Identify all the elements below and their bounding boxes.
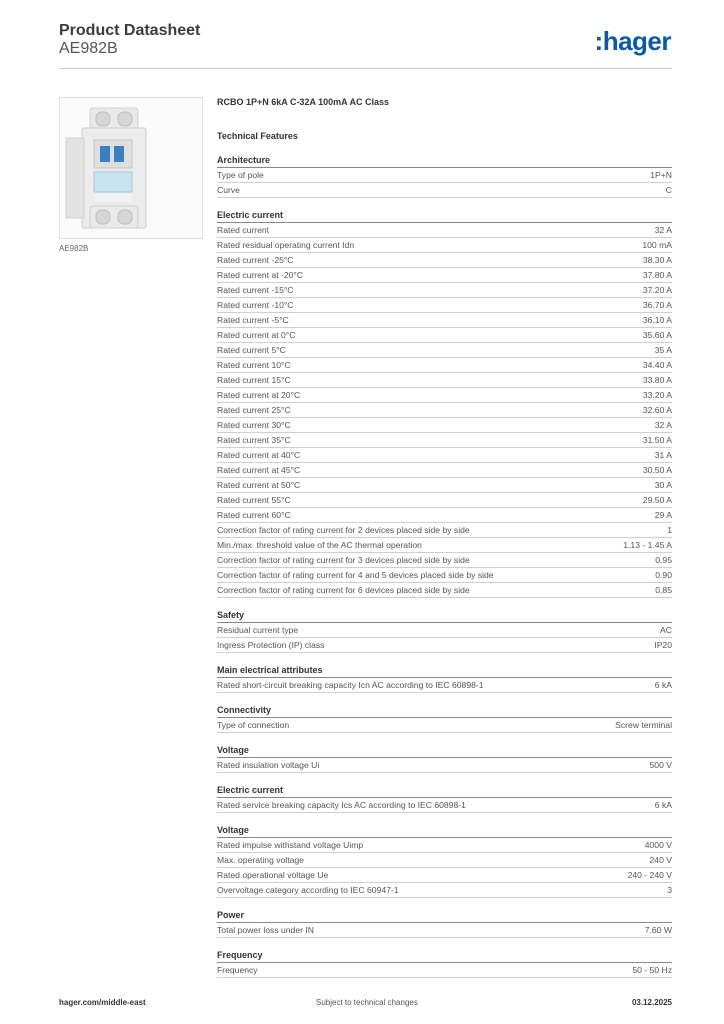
feature-section [217, 744, 672, 773]
footer-website: hager.com/middle-east [59, 998, 146, 1007]
spec-label: Rated insulation voltage Ui [217, 760, 320, 770]
spec-value: 500 V [649, 760, 672, 770]
spec-row [217, 678, 672, 693]
spec-row [217, 538, 672, 553]
spec-row [217, 238, 672, 253]
spec-label: Rated current -5°C [217, 315, 289, 325]
product-name: RCBO 1P+N 6kA C-32A 100mA AC Class [217, 97, 389, 107]
spec-label: Rated current at 50°C [217, 480, 301, 490]
spec-label: Rated current -15°C [217, 285, 294, 295]
spec-row [217, 923, 672, 938]
section-title: Electric current [217, 209, 672, 223]
spec-label: Frequency [217, 965, 258, 975]
spec-label: Ingress Protection (IP) class [217, 640, 325, 650]
feature-section [217, 949, 672, 978]
spec-value: 36.70 A [642, 300, 672, 310]
spec-label: Rated short-circuit breaking capacity Icn AC according to IEC 60898-1 [217, 680, 484, 690]
spec-label: Rated current 60°C [217, 510, 291, 520]
spec-row [217, 508, 672, 523]
spec-label: Overvoltage category according to IEC 60947-1 [217, 885, 399, 895]
spec-label: Correction factor of rating current for 3 devices placed side by side [217, 555, 470, 565]
spec-label: Rated current at -20°C [217, 270, 304, 280]
spec-row [217, 343, 672, 358]
spec-row [217, 623, 672, 638]
spec-row [217, 868, 672, 883]
section-title: Voltage [217, 744, 672, 758]
spec-value: 100 mA [642, 240, 672, 250]
spec-row [217, 463, 672, 478]
spec-label: Rated current 10°C [217, 360, 291, 370]
spec-row [217, 403, 672, 418]
spec-label: Rated operational voltage Ue [217, 870, 329, 880]
spec-row [217, 433, 672, 448]
spec-value: IP20 [654, 640, 672, 650]
spec-row [217, 283, 672, 298]
product-image [59, 97, 203, 239]
spec-value: 31 A [654, 450, 672, 460]
spec-row [217, 838, 672, 853]
spec-row [217, 553, 672, 568]
spec-row [217, 328, 672, 343]
spec-label: Rated current 5°C [217, 345, 286, 355]
spec-label: Correction factor of rating current for 2 devices placed side by side [217, 525, 470, 535]
feature-section [217, 664, 672, 693]
spec-row [217, 638, 672, 653]
spec-value: 240 V [649, 855, 672, 865]
spec-row [217, 583, 672, 598]
spec-value: 38.30 A [642, 255, 672, 265]
spec-label: Rated current 30°C [217, 420, 291, 430]
feature-section [217, 909, 672, 938]
spec-value: 50 - 50 Hz [632, 965, 672, 975]
spec-label: Rated current 35°C [217, 435, 291, 445]
feature-section [217, 609, 672, 653]
feature-section [217, 784, 672, 813]
spec-value: 7.60 W [644, 925, 672, 935]
spec-value: Screw terminal [615, 720, 672, 730]
spec-label: Rated residual operating current Idn [217, 240, 355, 250]
spec-row [217, 758, 672, 773]
spec-label: Rated current at 0°C [217, 330, 296, 340]
spec-value: 35.60 A [642, 330, 672, 340]
spec-label: Type of pole [217, 170, 264, 180]
spec-row [217, 168, 672, 183]
footer-date: 03.12.2025 [631, 998, 672, 1007]
spec-value: 6 kA [654, 800, 672, 810]
spec-label: Rated current at 45°C [217, 465, 301, 475]
spec-label: Max. operating voltage [217, 855, 304, 865]
spec-row [217, 798, 672, 813]
spec-value: 29 A [654, 510, 672, 520]
spec-label: Rated current at 40°C [217, 450, 301, 460]
spec-label: Min./max. threshold value of the AC thermal operation [217, 540, 422, 550]
spec-value: 32 A [654, 225, 672, 235]
document-title: Product Datasheet [59, 22, 201, 39]
header-divider [59, 68, 672, 69]
spec-value: 37.80 A [642, 270, 672, 280]
spec-label: Rated impulse withstand voltage Uimp [217, 840, 364, 850]
spec-value: 3 [667, 885, 672, 895]
spec-value: 34.40 A [642, 360, 672, 370]
spec-label: Correction factor of rating current for 6 devices placed side by side [217, 585, 470, 595]
feature-section [217, 824, 672, 898]
spec-label: Curve [217, 185, 240, 195]
spec-row [217, 358, 672, 373]
rcbo-device-icon [60, 98, 202, 238]
spec-value: 4000 V [644, 840, 672, 850]
spec-row [217, 313, 672, 328]
spec-value: 30 A [654, 480, 672, 490]
spec-value: C [665, 185, 672, 195]
spec-value: 31.50 A [642, 435, 672, 445]
page-header [59, 22, 671, 68]
spec-value: 0.95 [655, 555, 672, 565]
spec-label: Type of connection [217, 720, 290, 730]
feature-sections [217, 154, 672, 978]
spec-row [217, 718, 672, 733]
spec-value: 32.60 A [642, 405, 672, 415]
spec-row [217, 298, 672, 313]
spec-label: Rated current [217, 225, 270, 235]
spec-label: Rated current 25°C [217, 405, 291, 415]
spec-value: AC [660, 625, 672, 635]
section-title: Power [217, 909, 672, 923]
spec-value: 1.13 - 1.45 A [623, 540, 672, 550]
spec-value: 33.20 A [642, 390, 672, 400]
spec-value: 37.20 A [642, 285, 672, 295]
image-caption: AE982B [59, 244, 89, 253]
feature-section [217, 154, 672, 198]
spec-value: 240 - 240 V [627, 870, 672, 880]
spec-value: 29.50 A [642, 495, 672, 505]
section-title: Frequency [217, 949, 672, 963]
spec-row [217, 183, 672, 198]
spec-value: 1P+N [650, 170, 672, 180]
footer-notice: Subject to technical changes [316, 998, 418, 1007]
product-code: AE982B [59, 40, 118, 57]
spec-row [217, 223, 672, 238]
spec-label: Residual current type [217, 625, 299, 635]
spec-value: 33.80 A [642, 375, 672, 385]
spec-value: 0.90 [655, 570, 672, 580]
spec-row [217, 963, 672, 978]
spec-label: Rated current at 20°C [217, 390, 301, 400]
section-title: Electric current [217, 784, 672, 798]
spec-label: Correction factor of rating current for 4 and 5 devices placed side by side [217, 570, 494, 580]
spec-row [217, 523, 672, 538]
spec-row [217, 448, 672, 463]
spec-row [217, 853, 672, 868]
spec-row [217, 883, 672, 898]
section-title: Main electrical attributes [217, 664, 672, 678]
section-title: Safety [217, 609, 672, 623]
feature-section [217, 209, 672, 598]
spec-row [217, 478, 672, 493]
technical-content [217, 95, 672, 978]
spec-value: 32 A [654, 420, 672, 430]
section-title: Architecture [217, 154, 672, 168]
spec-row [217, 388, 672, 403]
technical-features-title: Technical Features [217, 131, 298, 141]
spec-row [217, 373, 672, 388]
spec-label: Rated current -25°C [217, 255, 294, 265]
spec-label: Rated current 55°C [217, 495, 291, 505]
spec-value: 36.10 A [642, 315, 672, 325]
spec-row [217, 253, 672, 268]
spec-value: 6 kA [654, 680, 672, 690]
spec-row [217, 568, 672, 583]
section-title: Connectivity [217, 704, 672, 718]
spec-row [217, 418, 672, 433]
feature-section [217, 704, 672, 733]
hager-logo: :hager [594, 26, 671, 56]
spec-label: Rated service breaking capacity Ics AC according to IEC 60898-1 [217, 800, 466, 810]
spec-label: Rated current -10°C [217, 300, 294, 310]
spec-label: Total power loss under IN [217, 925, 314, 935]
spec-value: 35 A [654, 345, 672, 355]
spec-row [217, 493, 672, 508]
spec-value: 30.50 A [642, 465, 672, 475]
spec-row [217, 268, 672, 283]
section-title: Voltage [217, 824, 672, 838]
spec-value: 0.85 [655, 585, 672, 595]
spec-value: 1 [667, 525, 672, 535]
spec-label: Rated current 15°C [217, 375, 291, 385]
